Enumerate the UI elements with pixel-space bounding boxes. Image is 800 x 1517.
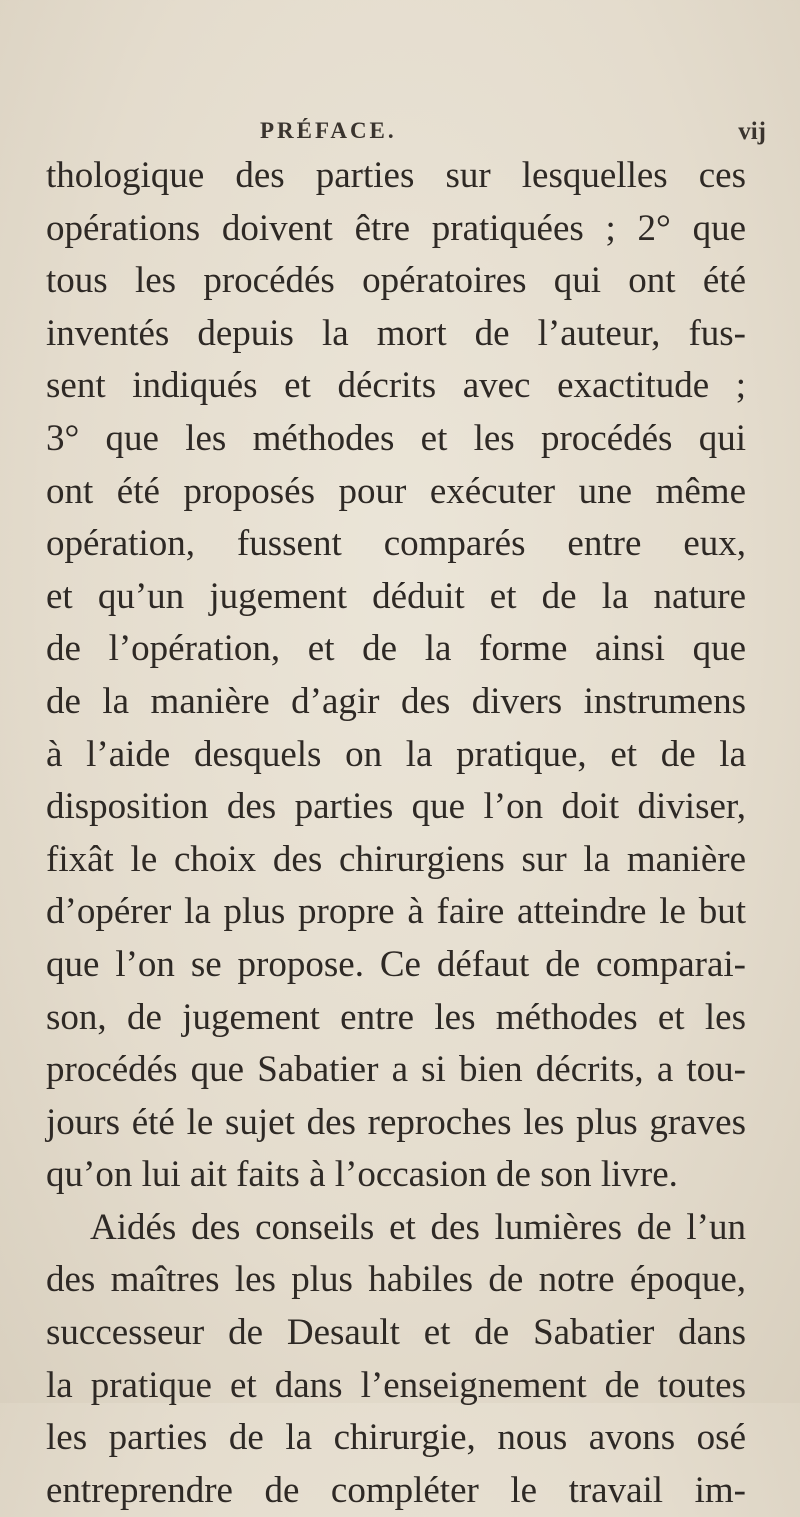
paragraph-end-line: qu’on lui ait faits à l’occasion de son livre. xyxy=(46,1154,678,1196)
text-line: à l’aide desquels on la pratique, et de la xyxy=(46,733,746,775)
text-line: sent indiqués et décrits avec exactitude ; xyxy=(46,365,746,407)
text-line: opération, fussent comparés entre eux, xyxy=(46,523,746,565)
text-line: jours été le sujet des reproches les plus graves xyxy=(46,1101,746,1143)
text-line: d’opérer la plus propre à faire atteindre le but xyxy=(46,891,746,933)
text-line: thologique des parties sur lesquelles ces xyxy=(46,155,746,196)
text-line: entreprendre de compléter le travail im- xyxy=(46,1469,746,1511)
text-line: des maîtres les plus habiles de notre époque, xyxy=(46,1259,746,1301)
text-line: opérations doivent être pratiquées ; 2° que xyxy=(46,207,746,249)
text-line: que l’on se propose. Ce défaut de comparai- xyxy=(46,943,746,985)
text-line: successeur de Desault et de Sabatier dans xyxy=(46,1312,746,1354)
running-title: PRÉFACE. xyxy=(260,118,397,143)
text-line: son, de jugement entre les méthodes et les xyxy=(46,996,746,1038)
text-line: les parties de la chirurgie, nous avons osé xyxy=(46,1417,746,1459)
text-line: de l’opération, et de la forme ainsi que xyxy=(46,628,746,670)
text-line: fixât le choix des chirurgiens sur la manière xyxy=(46,838,746,880)
text-line: ont été proposés pour exécuter une même xyxy=(46,470,746,512)
text-line: disposition des parties que l’on doit diviser, xyxy=(46,786,746,828)
page-number: vij xyxy=(738,118,766,145)
text-line: et qu’un jugement déduit et de la nature xyxy=(46,575,746,617)
text-line: la pratique et dans l’enseignement de toutes xyxy=(46,1364,746,1406)
text-line: inventés depuis la mort de l’auteur, fus- xyxy=(46,312,746,354)
body-text xyxy=(46,150,746,1517)
paragraph-start-line: Aidés des conseils et des lumières de l’un xyxy=(90,1206,746,1248)
text-line: de la manière d’agir des divers instrumens xyxy=(46,680,746,722)
text-line: 3° que les méthodes et les procédés qui xyxy=(46,417,746,459)
text-line: tous les procédés opératoires qui ont été xyxy=(46,260,746,302)
text-line: procédés que Sabatier a si bien décrits, a tou- xyxy=(46,1049,746,1091)
